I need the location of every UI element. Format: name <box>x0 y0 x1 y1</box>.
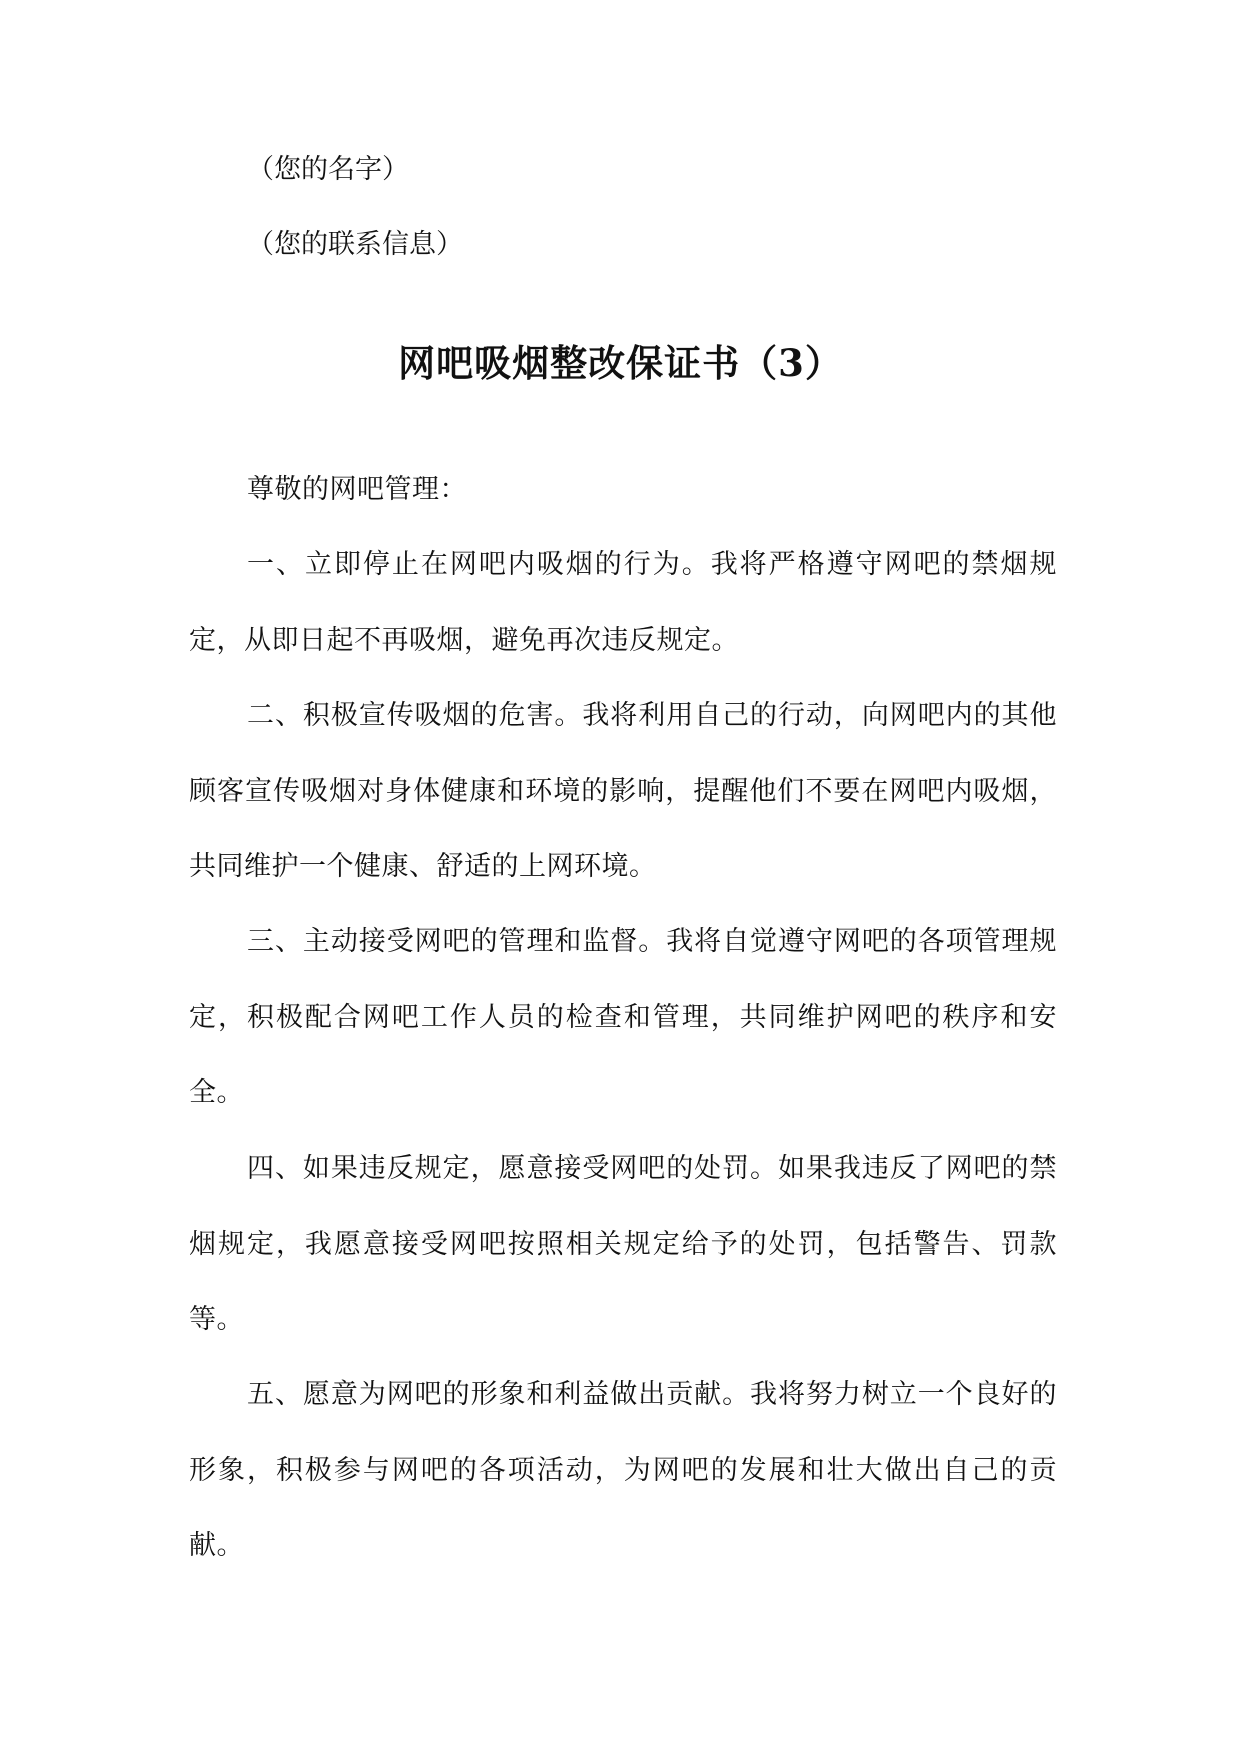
signature-contact: （您的联系信息） <box>247 229 463 260</box>
paragraph-item-1: 一、立即停止在网吧内吸烟的行为。我将严格遵守网吧的禁烟规定，从即日起不再吸烟，避免再次违反规定。 <box>189 549 1057 656</box>
paragraph-item-3: 三、主动接受网吧的管理和监督。我将自觉遵守网吧的各项管理规定，积极配合网吧工作人员的检查和管理，共同维护网吧的秩序和安全。 <box>189 926 1057 1108</box>
document-title: 网吧吸烟整改保证书（3） <box>398 341 843 385</box>
paragraph-item-2: 二、积极宣传吸烟的危害。我将利用自己的行动，向网吧内的其他顾客宣传吸烟对身体健康和环境的影响，提醒他们不要在网吧内吸烟，共同维护一个健康、舒适的上网环境。 <box>189 700 1057 882</box>
paragraph-item-4: 四、如果违反规定，愿意接受网吧的处罚。如果我违反了网吧的禁烟规定，我愿意接受网吧按照相关规定给予的处罚，包括警告、罚款等。 <box>189 1153 1057 1335</box>
salutation: 尊敬的网吧管理： <box>247 474 467 505</box>
signature-name: （您的名字） <box>247 154 409 185</box>
paragraph-item-5: 五、愿意为网吧的形象和利益做出贡献。我将努力树立一个良好的形象，积极参与网吧的各项活动，为网吧的发展和壮大做出自己的贡献。 <box>189 1379 1057 1561</box>
